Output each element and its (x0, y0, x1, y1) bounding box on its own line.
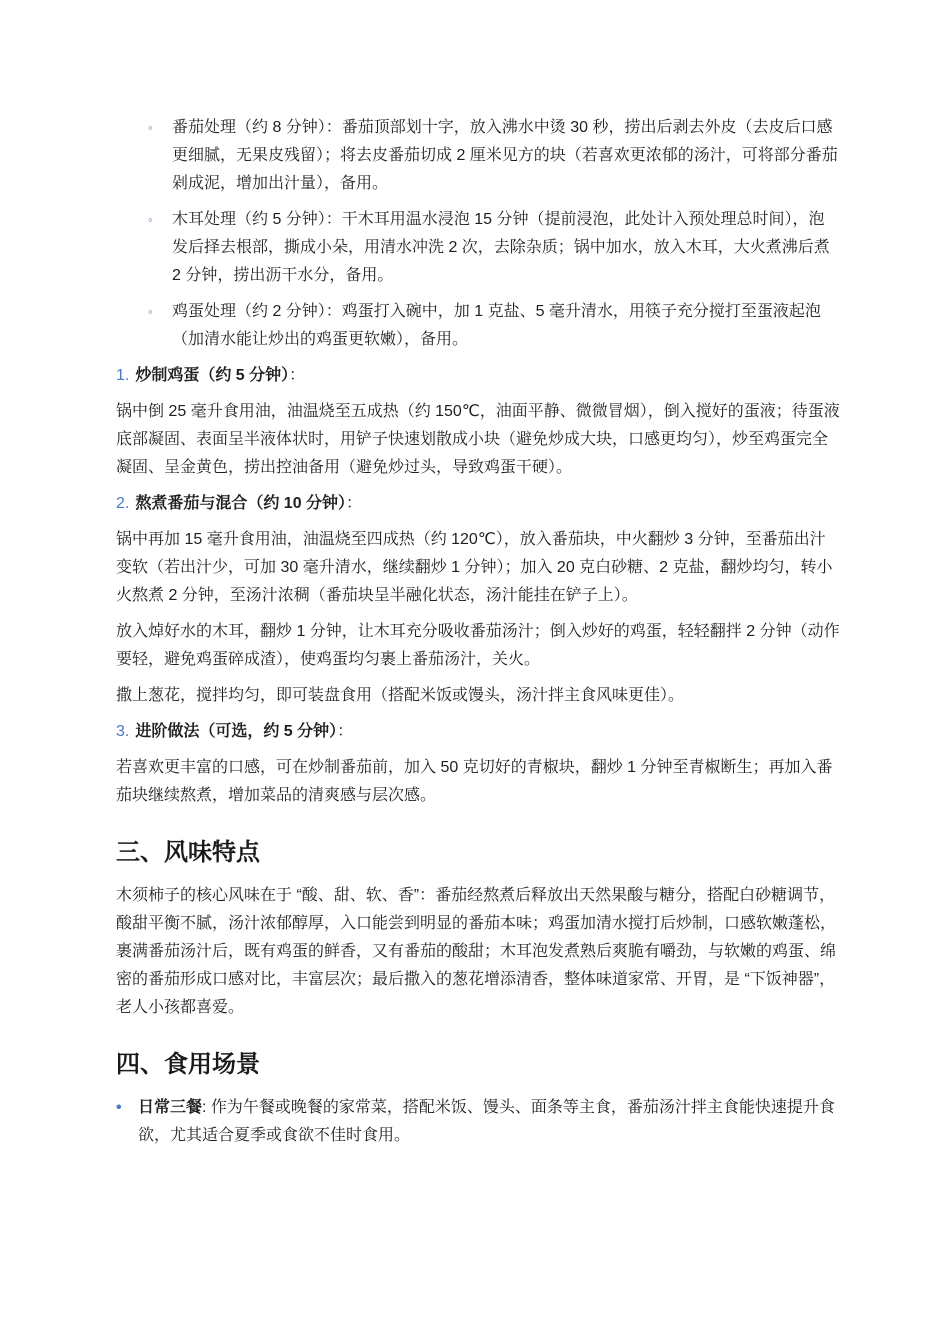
step-colon: ： (337, 723, 354, 740)
hollow-circle-bullet-icon: ◦ (148, 304, 153, 319)
step-paragraph: 放入焯好水的木耳，翻炒 1 分钟，让木耳充分吸收番茄汤汁；倒入炒好的鸡蛋，轻轻翻拌 2 分钟（动作要轻，避免鸡蛋碎成渣），使鸡蛋均匀裹上番茄汤汁，关火。 (116, 623, 840, 668)
bullet-dot-icon: • (116, 1099, 122, 1116)
flavor-paragraph: 木须柿子的核心风味在于 “酸、甜、软、香”：番茄经熬煮后释放出天然果酸与糖分，搭配白砂糖调节，酸甜平衡不腻，汤汁浓郁醇厚，入口能尝到明显的番茄本味；鸡蛋加清水搅打后炒制，口感软嫩蓬松，裹满番茄汤汁后，既有鸡蛋的鲜香，又有番茄的酸甜；木耳泡发煮熟后爽脆有嚼劲，与软嫩的鸡蛋、绵密的番茄形成口感对比，丰富层次；最后撒入的葱花增添清香，整体味道家常、开胃，是 “下饭神器”，老人小孩都喜爱。 (116, 887, 837, 1016)
step-colon: ： (346, 495, 363, 512)
scenario-text: 作为午餐或晚餐的家常菜，搭配米饭、馒头、面条等主食，番茄汤汁拌主食能快速提升食欲，尤其适合夏季或食欲不佳时食用。 (138, 1099, 835, 1144)
step-paragraph: 撒上葱花，搅拌均匀，即可装盘食用（搭配米饭或馒头，汤汁拌主食风味更佳）。 (116, 687, 685, 704)
step-paragraph: 锅中倒 25 毫升食用油，油温烧至五成热（约 150℃，油面平静、微微冒烟），倒入搅好的蛋液；待蛋液底部凝固、表面呈半液体状时，用铲子快速划散成小块（避免炒成大块，口感更均匀），炒至鸡蛋完全凝固、呈金黄色，捞出控油备用（避免炒过头，导致鸡蛋干硬）。 (116, 403, 840, 476)
scenario-colon: : (202, 1099, 207, 1116)
sub-step-text: 番茄处理（约 8 分钟）：番茄顶部划十字，放入沸水中烫 30 秒，捞出后剥去外皮（去皮后口感更细腻，无果皮残留）；将去皮番茄切成 2 厘米见方的块（若喜欢更浓郁的汤汁，可将部分番茄剁成泥，增加出汁量），备用。 (172, 119, 838, 192)
step-number: 3. (116, 723, 130, 740)
sub-step-text: 鸡蛋处理（约 2 分钟）：鸡蛋打入碗中，加 1 克盐、5 毫升清水，用筷子充分搅打至蛋液起泡（加清水能让炒出的鸡蛋更软嫩），备用。 (172, 303, 821, 348)
step-number: 2. (116, 495, 130, 512)
step-paragraph: 若喜欢更丰富的口感，可在炒制番茄前，加入 50 克切好的青椒块，翻炒 1 分钟至青椒断生；再加入番茄块继续熬煮，增加菜品的清爽感与层次感。 (116, 759, 833, 804)
prep-sub-list (116, 114, 840, 354)
list-item (148, 114, 840, 198)
step-heading-2 (116, 490, 840, 518)
hollow-circle-bullet-icon: ◦ (148, 212, 153, 227)
scenario-list (116, 1094, 840, 1150)
step-paragraph: 锅中再加 15 毫升食用油，油温烧至四成热（约 120℃），放入番茄块，中火翻炒 3 分钟，至番茄出汁变软（若出汁少，可加 30 毫升清水，继续翻炒 1 分钟）；加入 20 克白砂糖、2 克盐，翻炒均匀，转小火熬煮 2 分钟，至汤汁浓稠（番茄块呈半融化状态，汤汁能挂在铲子上）。 (116, 531, 833, 604)
scenario-label: 日常三餐 (138, 1099, 203, 1116)
sub-step-text: 木耳处理（约 5 分钟）：干木耳用温水浸泡 15 分钟（提前浸泡，此处计入预处理总时间），泡发后择去根部，撕成小朵，用清水冲洗 2 次，去除杂质；锅中加水，放入木耳，大火煮沸后煮 2 分钟，捞出沥干水分，备用。 (172, 211, 830, 284)
list-item (148, 298, 840, 354)
step-number: 1. (116, 367, 130, 384)
section-heading-scenarios: 四、食用场景 (116, 1051, 260, 1078)
step-heading-3 (116, 718, 840, 746)
step-title: 熬煮番茄与混合（约 10 分钟） (135, 495, 347, 512)
step-colon: ： (289, 367, 306, 384)
step-title: 炒制鸡蛋（约 5 分钟） (135, 367, 290, 384)
step-heading-1 (116, 362, 840, 390)
list-item (116, 1094, 840, 1150)
list-item (148, 206, 840, 290)
step-title: 进阶做法（可选，约 5 分钟） (135, 723, 338, 740)
hollow-circle-bullet-icon: ◦ (148, 120, 153, 135)
section-heading-flavor: 三、风味特点 (116, 839, 260, 866)
